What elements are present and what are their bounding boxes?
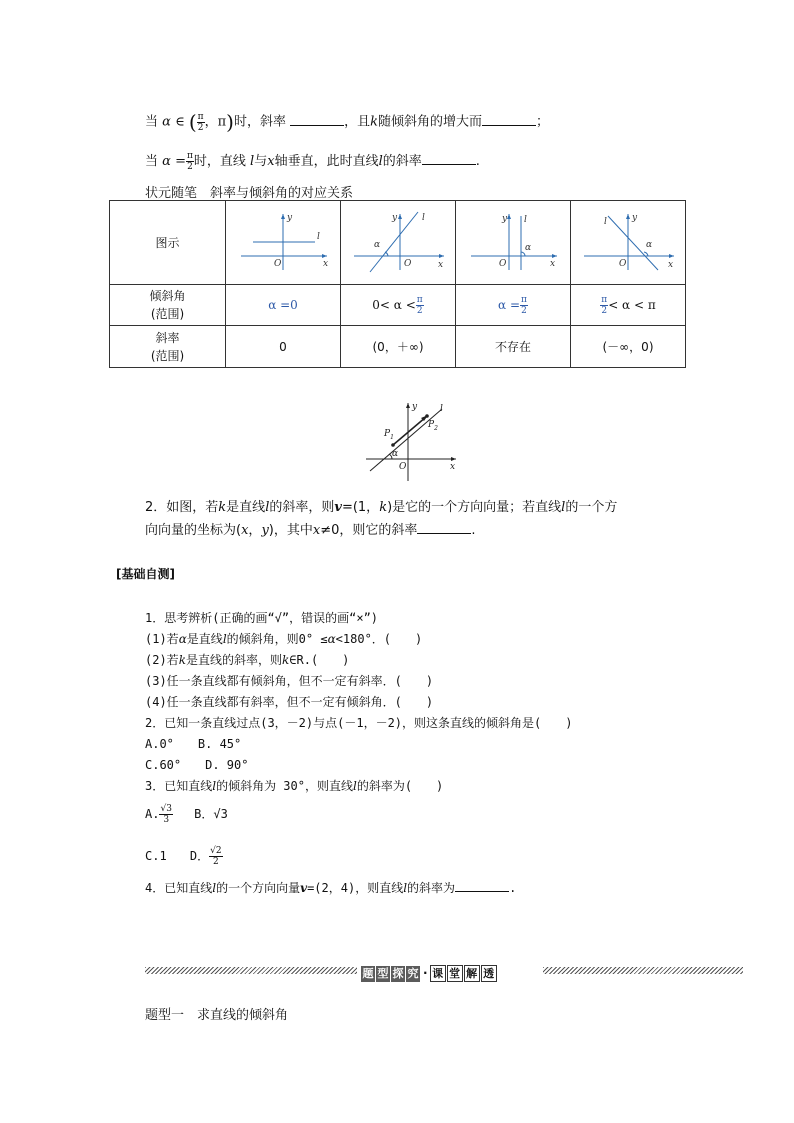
y-axis-label: y [412,402,418,412]
text: 是直线 [226,500,266,515]
origin-label: O [619,259,627,269]
option-a-fraction: $\frac{√3}{3}$ [160,804,172,825]
figure-acute [341,201,456,285]
slope-obtuse: (－∞，0) [571,326,686,368]
text: . [471,523,476,538]
text: C.1 [145,849,167,863]
var-k: k [281,653,290,667]
var-x: x [267,154,275,169]
text: 斜率 [155,330,180,345]
angle-obtuse [571,285,686,326]
text: 是直线的斜率，则 [185,653,282,667]
direction-vector-text-line1 [145,496,617,515]
alpha-symbol: α = [162,154,186,169]
var-l: l [212,779,217,793]
question-3-options-ab [145,804,228,825]
condition-obtuse-line: 当 α ∈ ( $\frac{\pi}{2}$ ，π)时，斜率 ，且k随倾斜角的增大而 ； [145,110,550,134]
x-axis-label: x [450,462,456,472]
answer-blank[interactable] [290,113,344,126]
y-axis-label: y [632,213,638,223]
x-axis-label: x [438,260,444,270]
text: 的一个方向向量 [216,881,301,895]
banner-char: 型 [377,967,389,980]
text: )是它的一个方向向量；若直线 [387,500,562,515]
text: (范围) [150,307,185,321]
banner-char: 课 [430,965,446,982]
answer-blank[interactable] [482,113,536,126]
row-header-figure: 图示 [110,201,226,285]
var-l: l [265,500,270,515]
question-4-stem [145,879,516,896]
var-l: l [212,881,217,895]
pi-over-2-fraction: $\frac{\pi}{2}$ [521,294,527,316]
var-x: x [241,523,249,538]
text: 的斜率为( ) [356,779,444,793]
text: (1)若 [145,632,179,646]
y-axis-label: y [287,213,293,223]
text: <180°．( ) [335,632,423,646]
text: 的斜率 [382,154,422,169]
x-axis-label: x [668,260,674,270]
direction-vector-text-line2 [145,519,476,538]
text: )，其中 [268,523,313,538]
text: 的斜率，则 [269,500,335,515]
text: 当 [145,114,159,130]
var-l: l [222,632,227,646]
pi-over-2-fraction: $\frac{\pi}{2}$ [601,294,608,316]
text: =(1， [341,500,380,515]
y-axis-label: y [392,213,398,223]
line-label: l [440,404,443,414]
pi-over-2-fraction: $\frac{\pi}{2}$ [197,111,204,133]
var-k: k [370,114,378,130]
text: (范围) [150,348,185,363]
banner-char: 透 [481,965,497,982]
text: 0< α < [372,297,416,312]
text: 倾斜角 [149,289,186,303]
var-l: l [561,500,566,515]
question-3-stem [145,777,443,794]
section-title: [基础自测] [116,567,175,581]
line-label: l [317,232,320,242]
var-k: k [218,500,227,515]
banner-label [361,962,498,982]
banner-char: 究 [407,967,419,980]
text: 轴垂直，此时直线 [274,154,379,169]
banner-dot: · [423,966,428,980]
text: 时，直线 [193,154,246,169]
banner-char: 题 [362,967,374,980]
origin-label: O [499,259,507,269]
text: ， [248,523,262,538]
alpha-symbol: α ∈ [162,114,185,130]
banner-hatch-left [145,967,357,974]
slope-acute: (0，＋∞) [341,326,456,368]
angle-horizontal [226,285,341,326]
slope-angle-table [109,200,686,368]
question-1-statement-4: (4)任一条直线都有斜率，但不一定有倾斜角．( ) [145,695,434,709]
var-x: x [312,523,321,538]
vector-v: v [334,500,342,515]
pi-over-2-fraction: $\frac{\pi}{2}$ [186,151,193,172]
text: D． [189,849,210,863]
pi-over-2-fraction: $\frac{\pi}{2}$ [416,294,423,316]
origin-label: O [274,259,282,269]
text: (2)若 [145,653,179,667]
text: 与 [254,154,268,169]
slope-vertical: 不存在 [456,326,571,368]
text: 的倾斜角，则0° ≤ [226,632,328,646]
x-axis-label: x [550,259,556,269]
var-l: l [403,881,408,895]
text: α = [498,297,521,312]
figure-obtuse [571,201,686,285]
question-1-stem: 1．思考辨析(正确的画“√”，错误的画“×”) [145,611,379,625]
alpha-label: α [646,240,653,250]
var-y: y [261,523,269,538]
angle-acute [341,285,456,326]
question-1-statement-3: (3)任一条直线都有倾斜角，但不一定有斜率．( ) [145,674,434,688]
row-header-angle [110,285,226,326]
text: 的一个方 [565,500,618,515]
text: A. [145,807,160,821]
line-label: l [422,213,425,223]
text: 4．已知直线 [145,881,213,895]
var-k: k [178,653,186,667]
direction-vector-figure [362,399,462,489]
text: ≠0，则它的斜率 [320,523,418,538]
text: 向向量的坐标为( [145,523,242,538]
answer-blank[interactable] [417,521,471,534]
alpha-symbol: α [178,632,187,646]
answer-blank[interactable] [422,152,476,165]
section-banner [145,961,743,981]
text: ∈R.( ) [289,653,350,667]
slope-horizontal: 0 [226,326,341,368]
topic-title: 题型一 求直线的倾斜角 [145,1008,289,1023]
var-l: l [250,154,255,169]
text: 的斜率为 [407,881,456,895]
var-l: l [378,154,383,169]
text: 时，斜率 [233,114,286,130]
vector-v: v [300,881,308,895]
banner-char: 堂 [447,965,463,982]
y-axis-label: y [502,214,508,224]
point-p1-label: $P_1$ [384,429,394,441]
question-1-statement-1 [145,630,422,647]
origin-label: O [399,462,407,472]
point-p2-label: $P_2$ [428,420,438,432]
answer-blank[interactable] [455,879,509,892]
banner-char: 探 [392,967,404,980]
figure-horizontal [226,201,341,285]
text: . [475,154,480,169]
question-3-options-cd [145,846,223,867]
text: ； [536,114,550,130]
text: ，π [204,114,227,130]
angle-vertical [456,285,571,326]
line-label: l [604,217,607,227]
text: < α < π [608,297,656,312]
question-2-options-cd: C.60° D. 90° [145,758,249,772]
figure-vertical [456,201,571,285]
text: 的倾斜角为 30°，则直线 [216,779,353,793]
note-title: 状元随笔 斜率与倾斜角的对应关系 [145,186,354,201]
x-axis-label: x [323,259,329,269]
text: B．√3 [194,807,228,821]
condition-vertical-line [145,150,480,172]
text: 当 [145,154,159,169]
question-2-options-ab: A.0° B. 45° [145,737,242,751]
banner-hatch-right [543,967,743,974]
text: =(2，4)，则直线 [307,881,404,895]
option-d-fraction: $\frac{√2}{2}$ [210,846,222,867]
alpha-symbol: α [327,632,336,646]
banner-char: 解 [464,965,480,982]
text: ，且 [344,114,371,130]
origin-label: O [404,259,412,269]
question-1-statement-2 [145,651,349,668]
question-2-stem: 2．已知一条直线过点(3，－2)与点(－1，－2)，则这条直线的倾斜角是( ) [145,716,573,730]
alpha-label: α [374,240,381,250]
text: 随倾斜角的增大而 [378,114,483,130]
text: 2．如图，若 [145,500,219,515]
var-l: l [352,779,357,793]
text: . [509,881,517,895]
text: 3．已知直线 [145,779,213,793]
line-label: l [524,215,527,225]
alpha-label: α [525,243,532,253]
text: 是直线 [186,632,223,646]
var-k: k [379,500,388,515]
text: α =0 [268,298,298,312]
row-header-slope [110,326,226,368]
alpha-label: α [392,449,399,459]
